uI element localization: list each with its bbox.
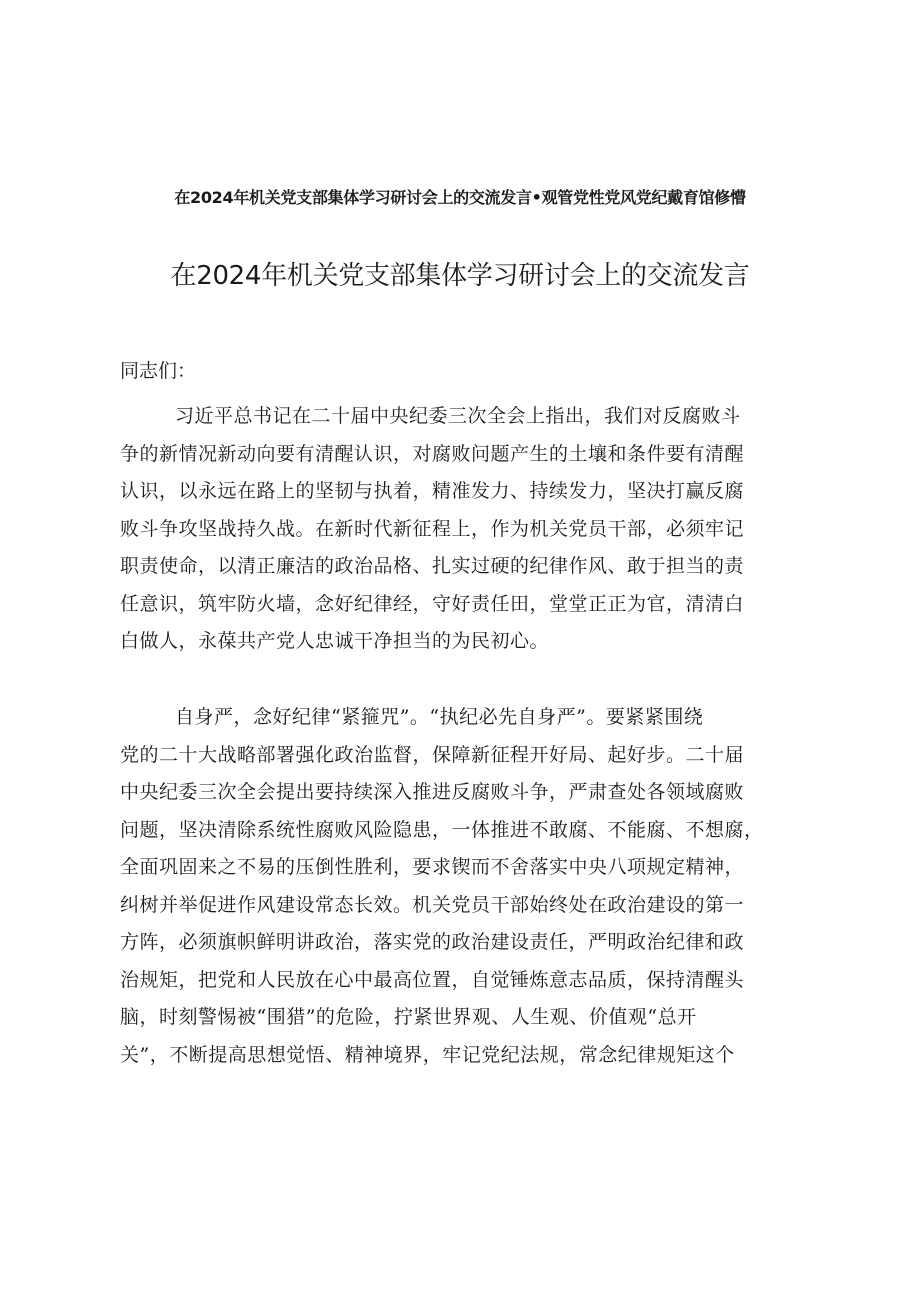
paragraph-2 [120, 699, 800, 1074]
paragraph-line: 全面巩固来之不易的压倒性胜利，要求锲而不舍落实中央八项规定精神， [120, 856, 745, 878]
paragraph-line: 脑，时刻警惕被“围猎”的危险，拧紧世界观、人生观、价值观“总开 [120, 1006, 697, 1028]
paragraph-line: 败斗争攻坚战持久战。在新时代新征程上，作为机关党员干部，必须牢记 [120, 517, 745, 540]
paragraph-line: 关”，不断提高思想觉悟、精神境界，牢记党纪法规，常念纪律规矩这个 [120, 1043, 735, 1066]
paragraph-line: 习近平总书记在二十届中央纪委三次全会上指出，我们对反腐败斗 [175, 405, 741, 427]
paragraph-line: 治规矩，把党和人民放在心中最高位置，自觉锤炼意志品质，保持清醒头 [120, 968, 745, 991]
document-title: 在2024年机关党支部集体学习研讨会上的交流发言 [170, 261, 750, 291]
salutation: 同志们： [120, 360, 197, 382]
paragraph-line: 自身严，念好纪律“紧箍咒”。“执纪必先自身严”。要紧紧围绕 [175, 706, 704, 728]
paragraph-line: 白做人，永葆共产党人忠诚干净担当的为民初心。 [120, 630, 550, 652]
paragraph-line: 方阵，必须旗帜鲜明讲政治，落实党的政治建设责任，严明政治纪律和政 [120, 931, 745, 953]
paragraph-line: 任意识，筑牢防火墙，念好纪律经，守好责任田，堂堂正正为官，清清白 [120, 592, 745, 615]
running-header: 在2024年机关党支部集体学习研讨会上的交流发言•观管党性党风党纪戴育馆修懵 [174, 188, 746, 207]
paragraph-line: 党的二十大战略部署强化政治监督，保障新征程开好局、起好步。二十届 [120, 743, 745, 766]
paragraph-line: 纠树并举促进作风建设常态长效。机关党员干部始终处在政治建设的第一 [120, 893, 745, 916]
paragraph-line: 争的新情况新动向要有清醒认识，对腐败问题产生的土壤和条件要有清醒 [120, 442, 745, 465]
paragraph-1 [120, 398, 800, 661]
paragraph-line: 问题，坚决清除系统性腐败风险隐患，一体推进不敢腐、不能腐、不想腐， [120, 818, 764, 841]
paragraph-line: 职责使命，以清正廉洁的政治品格、扎实过硬的纪律作风、敢于担当的责 [120, 555, 745, 577]
paragraph-line: 中央纪委三次全会提出要持续深入推进反腐败斗争，严肃查处各领域腐败 [120, 781, 745, 803]
paragraph-line: 认识，以永远在路上的坚韧与执着，精准发力、持续发力，坚决打赢反腐 [120, 480, 745, 502]
